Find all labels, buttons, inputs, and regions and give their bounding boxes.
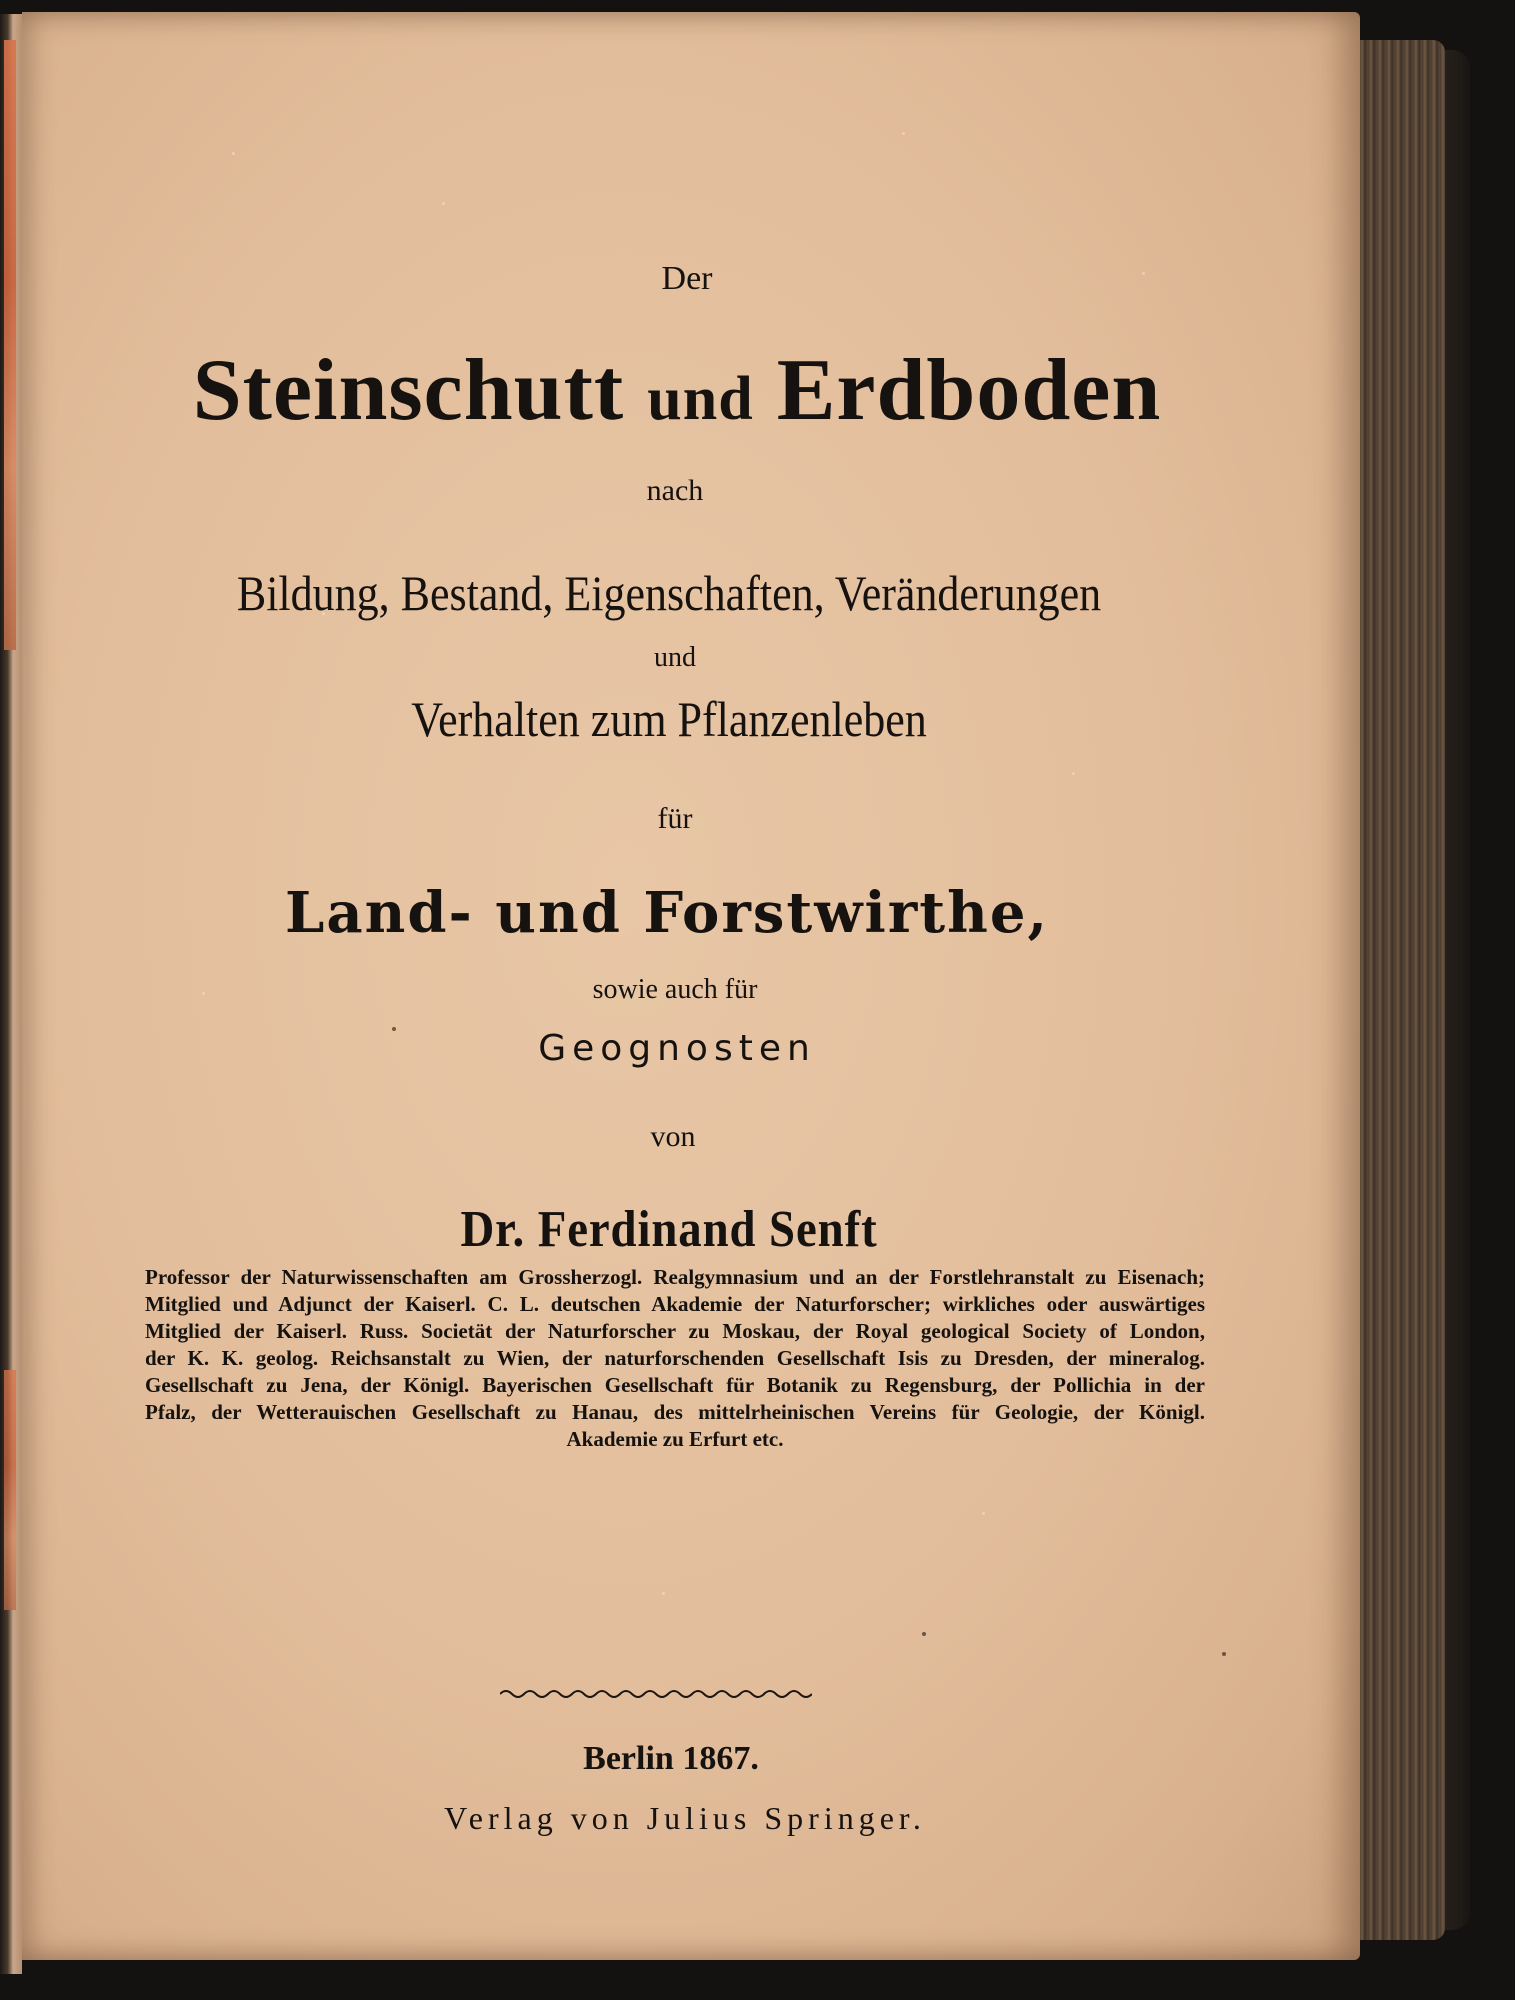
credentials-line: Pfalz, der Wetterauischen Gesellschaft zu Hanau, des mittelrheinischen Vereins für Geologie, der Königl. <box>145 1400 1205 1424</box>
main-title-part2: Erdboden <box>776 342 1162 439</box>
title-article: Der <box>661 260 713 297</box>
main-title-conjunction: und <box>647 365 754 433</box>
audience-sowie: sowie auch für <box>592 974 758 1005</box>
credentials-line: Gesellschaft zu Jena, der Königl. Bayerischen Gesellschaft für Botanik zu Regensburg, der Pollichia in der <box>145 1373 1205 1397</box>
credentials-line: Professor der Naturwissenschaften am Grossherzogl. Realgymnasium und an der Forstlehranstalt zu Eisenach; <box>145 1265 1205 1289</box>
wavy-rule-ornament <box>500 1684 812 1704</box>
page-edges <box>1350 40 1445 1940</box>
title-nach: nach <box>646 474 704 507</box>
imprint-publisher: Verlag von Julius Springer. <box>444 1800 926 1836</box>
credentials-line: Mitglied und Adjunct der Kaiserl. C. L. deutschen Akademie der Naturforscher; wirkliches oder auswärtiges <box>145 1292 1205 1316</box>
subtitle-und: und <box>654 642 696 673</box>
title-page-content <box>22 12 1360 1960</box>
author-name: Dr. Ferdinand Senft <box>460 1201 878 1258</box>
main-title-part1: Steinschutt <box>192 342 625 439</box>
audience-geognosten: Geognosten <box>538 1028 816 1069</box>
title-fuer: für <box>657 802 693 835</box>
subtitle-line2: Verhalten zum Pflanzenleben <box>411 691 927 747</box>
main-title <box>8 340 1346 441</box>
red-page-edge-lower <box>4 1370 16 1610</box>
author-von: von <box>650 1120 696 1153</box>
author-credentials <box>145 1264 1205 1453</box>
subtitle-line1: Bildung, Bestand, Eigenschaften, Veränderungen <box>236 565 1102 621</box>
audience-heading: Land- und Forstwirthe, <box>285 880 1049 946</box>
credentials-line: Mitglied der Kaiserl. Russ. Societät der Naturforscher zu Moskau, der Royal geological Society of London, <box>145 1319 1205 1343</box>
credentials-line: der K. K. geolog. Reichsanstalt zu Wien, der naturforschenden Gesellschaft Isis zu Dresden, der mineralog. <box>145 1346 1205 1370</box>
imprint-place-year: Berlin 1867. <box>583 1740 759 1777</box>
title-page <box>22 12 1360 1960</box>
credentials-last-line: Akademie zu Erfurt etc. <box>566 1427 784 1451</box>
